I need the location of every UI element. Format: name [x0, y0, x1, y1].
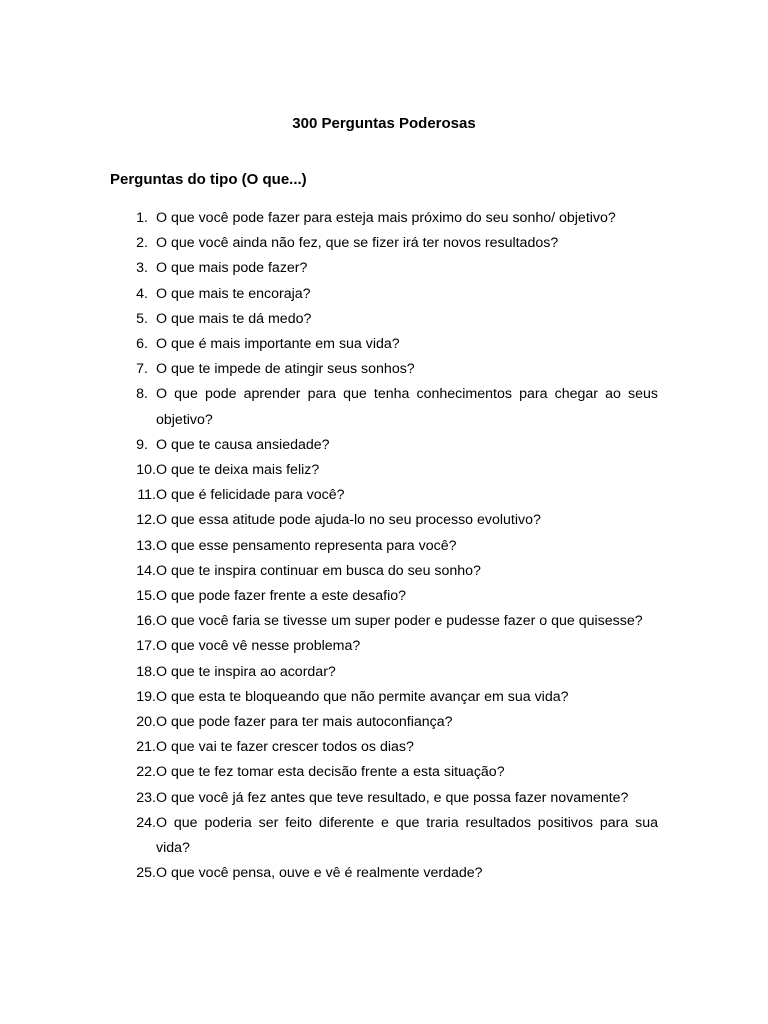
question-item: [110, 483, 658, 508]
question-text: O que é felicidade para você?: [156, 487, 345, 504]
question-number: 18.: [136, 663, 156, 680]
question-number: 9.: [136, 436, 148, 453]
question-text: O que pode fazer para ter mais autoconfiança?: [156, 714, 453, 731]
question-item: [110, 660, 658, 685]
question-number: 22.: [136, 764, 156, 781]
question-text: O que mais te dá medo?: [156, 310, 312, 327]
question-text: O que você já fez antes que teve resultado, e que possa fazer novamente?: [156, 789, 629, 806]
question-item: [110, 811, 658, 861]
question-text: O que te causa ansiedade?: [156, 436, 330, 453]
question-item: [110, 332, 658, 357]
question-number: 23.: [136, 789, 156, 806]
question-number: 14.: [136, 562, 156, 579]
question-text: O que pode fazer frente a este desafio?: [156, 588, 407, 605]
question-list: [110, 206, 658, 886]
question-item: [110, 382, 658, 432]
question-number: 17.: [136, 638, 156, 655]
question-text: O que te impede de atingir seus sonhos?: [156, 361, 415, 378]
question-text: O que você pode fazer para esteja mais próximo do seu sonho/ objetivo?: [156, 210, 616, 226]
question-text: O que te inspira ao acordar?: [156, 663, 336, 680]
question-text: O que te fez tomar esta decisão frente a esta situação?: [156, 764, 505, 781]
question-item: [110, 559, 658, 584]
question-item: [110, 634, 658, 659]
question-item: [110, 534, 658, 559]
section-heading: Perguntas do tipo (O que...): [110, 171, 307, 188]
question-text: O que mais te encoraja?: [156, 285, 311, 302]
question-item: [110, 206, 658, 231]
question-item: [110, 685, 658, 710]
question-item: [110, 508, 658, 533]
question-number: 12.: [136, 512, 156, 529]
question-text: O que essa atitude pode ajuda-lo no seu processo evolutivo?: [156, 512, 541, 529]
question-text: O que é mais importante em sua vida?: [156, 336, 400, 353]
question-item: [110, 760, 658, 785]
question-item: [110, 786, 658, 811]
question-number: 25.: [136, 865, 156, 882]
question-text: O que você vê nesse problema?: [156, 638, 361, 655]
question-number: 2.: [136, 235, 148, 252]
question-number: 13.: [136, 537, 156, 554]
question-number: 20.: [136, 714, 156, 731]
question-number: 7.: [136, 361, 148, 378]
question-number: 16.: [136, 613, 156, 630]
question-number: 11.: [137, 487, 156, 504]
question-item: [110, 357, 658, 382]
question-text: O que você pensa, ouve e vê é realmente verdade?: [156, 865, 483, 882]
question-item: [110, 735, 658, 760]
question-text: O que esse pensamento representa para você?: [156, 537, 457, 554]
question-number: 8.: [136, 386, 148, 403]
question-item: [110, 433, 658, 458]
question-number: 6.: [136, 336, 148, 353]
question-text: O que te deixa mais feliz?: [156, 462, 320, 479]
question-item: [110, 584, 658, 609]
question-text: O que pode aprender para que tenha conhecimentos para chegar ao seus objetivo?: [156, 386, 658, 428]
question-number: 15.: [136, 588, 156, 605]
question-number: 4.: [136, 285, 148, 302]
question-item: [110, 282, 658, 307]
question-text: O que poderia ser feito diferente e que traria resultados positivos para sua vida?: [156, 814, 658, 857]
question-item: [110, 231, 658, 256]
question-item: [110, 458, 658, 483]
question-text: O que esta te bloqueando que não permite avançar em sua vida?: [156, 688, 569, 705]
question-number: 21.: [136, 739, 156, 756]
question-number: 19.: [136, 688, 156, 705]
question-number: 24.: [136, 814, 156, 831]
question-number: 1.: [136, 210, 148, 226]
question-text: O que mais pode fazer?: [156, 260, 308, 277]
question-text: O que te inspira continuar em busca do seu sonho?: [156, 562, 481, 579]
document-title: 300 Perguntas Poderosas: [292, 115, 476, 132]
question-item: [110, 256, 658, 281]
question-number: 10.: [136, 462, 156, 479]
question-text: O que você ainda não fez, que se fizer irá ter novos resultados?: [156, 235, 559, 252]
question-number: 5.: [136, 310, 148, 327]
question-item: [110, 609, 658, 634]
question-item: [110, 861, 658, 886]
question-text: O que você faria se tivesse um super poder e pudesse fazer o que quisesse?: [156, 613, 643, 630]
question-number: 3.: [136, 260, 148, 277]
question-item: [110, 710, 658, 735]
question-text: O que vai te fazer crescer todos os dias?: [156, 739, 414, 756]
question-item: [110, 307, 658, 332]
